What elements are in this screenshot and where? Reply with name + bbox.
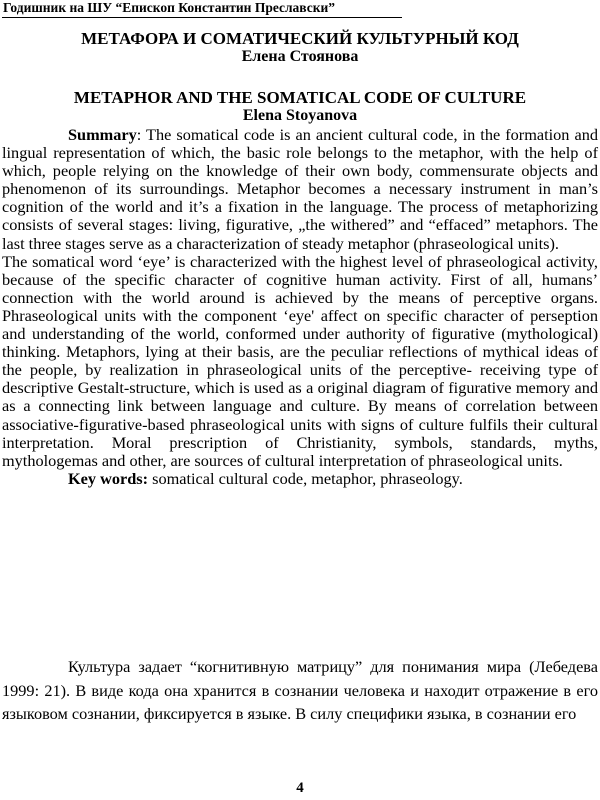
summary-text: : The somatical code is an ancient cultural code, in the formation and lingual representation of which, the basic role belongs to the metaphor, with the help of which, people relying on the knowledge of their own body, commensurate objects and phenomenon of its surroundings. Metaphor becomes a necessary instrument in man’s cognition of the world and it’s a fixation in the language. The process of metaphorizing consists of several stages: living, figurative, „the withered” and “effaced” metaphors. The last three stages serve as a characterization of steady metaphor (phraseological units). <box>2 125 598 253</box>
summary-block <box>2 126 598 488</box>
page-number: 4 <box>296 780 304 796</box>
russian-title: МЕТАФОРА И СОМАТИЧЕСКИЙ КУЛЬТУРНЫЙ КОД <box>81 29 519 48</box>
running-header: Годишник на ШУ “Епископ Константин Преславски” <box>3 0 336 15</box>
russian-title-block <box>2 30 598 66</box>
body-paragraph: Культура задает “когнитивную матрицу” для понимания мира (Лебедева 1999: 21). В виде кода она хранится в сознании человека и находит отражение в его языковом сознании, фиксируется в языке. В силу специфики языка, в сознании его <box>2 657 598 723</box>
keywords-text: somatical cultural code, metaphor, phraseology. <box>148 468 463 488</box>
english-title-block <box>2 89 598 125</box>
english-author: Elena Stoyanova <box>242 107 358 124</box>
summary-label: Summary <box>68 125 137 144</box>
header-rule <box>2 17 402 18</box>
russian-author: Елена Стоянова <box>241 48 359 65</box>
summary-paragraph <box>2 126 598 253</box>
summary-paragraph-2: The somatical word ‘eye’ is characterized with the highest level of phraseological activity, because of the specific character of cognitive human activity. First of all, humans’ connection with the world around is achieved by the means of perceptive organs. Phraseological units with the component ‘eye' affect on specific character of perseption and understanding of the world, conformed under authority of figurative (mythological) thinking. Metaphors, lying at their basis, are the peculiar reflections of mythical ideas of the people, by realization in phraseological units of the perceptive- receiving type of descriptive Gestalt-structure, which is used as a original diagram of figurative memory and as a connecting link between language and culture. By means of correlation between associative-figurative-based phraseological units with signs of culture fulfils their cultural interpretation. Moral prescription of Christianity, symbols, standards, myths, mythologemas and other, are sources of cultural interpretation of phraseological units. <box>2 251 598 470</box>
english-title: METAPHOR AND THE SOMATICAL CODE OF CULTURE <box>73 88 527 107</box>
keywords-line <box>2 470 598 488</box>
body-block <box>2 655 598 726</box>
keywords-label: Key words: <box>68 468 149 488</box>
